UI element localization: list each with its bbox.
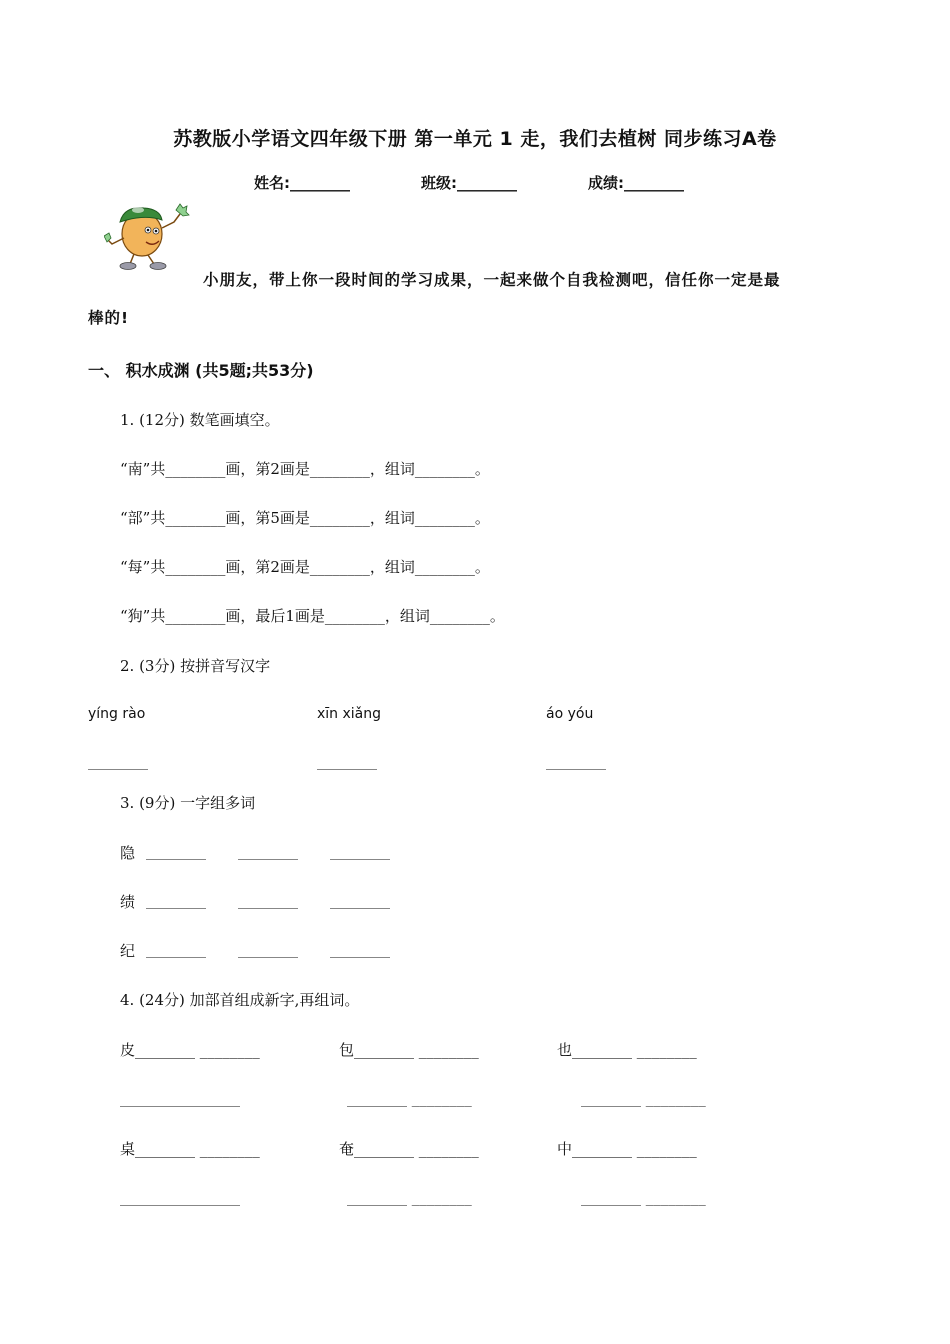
q3-char-3: 纪 <box>120 942 136 960</box>
q4-row4-item-3: ________ ________ <box>581 1188 706 1206</box>
pinyin-answer-blank-1: ________ <box>88 752 148 770</box>
q1-line-4: “狗”共________画，最后1画是________，组词________。 <box>120 607 505 625</box>
q1-line-2: “部”共________画，第5画是________，组词________。 <box>120 509 490 527</box>
q4-row4-item-2: ________ ________ <box>347 1188 472 1206</box>
question-2-prompt: 2. (3分) 按拼音写汉字 <box>120 657 271 675</box>
q4-row3-item-3: 中________ ________ <box>557 1140 697 1158</box>
q3-blank: ________ <box>146 891 206 909</box>
q3-blank: ________ <box>238 940 298 958</box>
q3-blank: ________ <box>238 842 298 860</box>
q3-char-2: 绩 <box>120 893 136 911</box>
q1-line-3: “每”共________画，第2画是________，组词________。 <box>120 558 490 576</box>
q4-row3-item-2: 奄________ ________ <box>339 1140 479 1158</box>
q4-row1-item-2: 包________ ________ <box>339 1041 479 1059</box>
page-title: 苏教版小学语文四年级下册 第一单元 1 走，我们去植树 同步练习A卷 <box>173 128 777 150</box>
class-field: 班级:________ <box>421 174 517 192</box>
question-3-prompt: 3. (9分) 一字组多词 <box>120 794 256 812</box>
pinyin-1: yíng rào <box>88 706 146 722</box>
q3-blank: ________ <box>330 891 390 909</box>
q3-blank: ________ <box>146 940 206 958</box>
q4-row1-item-1: 皮________ ________ <box>120 1041 260 1059</box>
q3-blank: ________ <box>330 940 390 958</box>
q4-row1-item-3: 也________ ________ <box>557 1041 697 1059</box>
q3-blank: ________ <box>238 891 298 909</box>
q3-blank: ________ <box>146 842 206 860</box>
pinyin-answer-blank-2: ________ <box>317 752 377 770</box>
name-field: 姓名:________ <box>254 174 350 192</box>
intro-line-1: 小朋友，带上你一段时间的学习成果，一起来做个自我检测吧，信任你一定是最 <box>203 271 781 289</box>
q4-row3-item-1: 桌________ ________ <box>120 1140 260 1158</box>
q4-row4-item-1: ________________ <box>120 1188 240 1206</box>
section-heading: 一、 积水成渊 (共5题;共53分) <box>88 361 314 380</box>
q3-char-1: 隐 <box>120 844 136 862</box>
mascot-icon <box>104 200 194 272</box>
score-field: 成绩:________ <box>588 174 684 192</box>
pinyin-3: áo yóu <box>546 706 594 722</box>
q4-row2-item-2: ________ ________ <box>347 1089 472 1107</box>
q1-line-1: “南”共________画，第2画是________，组词________。 <box>120 460 490 478</box>
q4-row2-item-1: ________________ <box>120 1089 240 1107</box>
pinyin-2: xīn xiǎng <box>317 706 382 722</box>
question-4-prompt: 4. (24分) 加部首组成新字,再组词。 <box>120 991 360 1009</box>
pinyin-answer-blank-3: ________ <box>546 752 606 770</box>
intro-line-2: 棒的! <box>88 309 130 327</box>
q4-row2-item-3: ________ ________ <box>581 1089 706 1107</box>
question-1-prompt: 1. (12分) 数笔画填空。 <box>120 411 280 429</box>
q3-blank: ________ <box>330 842 390 860</box>
